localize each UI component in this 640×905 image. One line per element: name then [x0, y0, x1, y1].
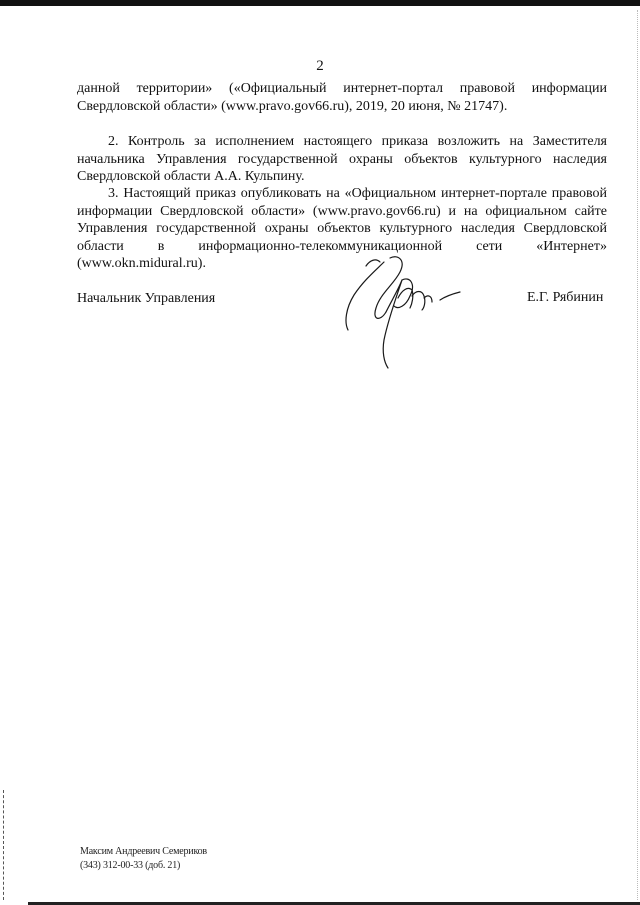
executor-name: Максим Андреевич Семериков	[80, 846, 207, 857]
handwritten-signature	[336, 250, 476, 375]
paragraph-control-clause: 2. Контроль за исполнением настоящего приказа возложить на Заместителя начальника Управления государственной охраны объектов культурного наследия Свердловской области А.А. Кульпину.	[77, 134, 607, 184]
page-number: 2	[316, 58, 324, 74]
signatory-position: Начальник Управления	[77, 291, 216, 306]
signatory-name: Е.Г. Рябинин	[527, 290, 604, 305]
scan-right-edge	[637, 10, 639, 900]
executor-footer	[80, 845, 207, 872]
executor-phone: (343) 312-00-33 (доб. 21)	[80, 859, 181, 871]
paragraph-publication-clause: 3. Настоящий приказ опубликовать на «Официальном интернет-портале правовой информации Свердловской области» (www.pravo.gov66.ru) и на официальном сайте Управления государственной охраны объектов культурного наследия Свердловской области в информационно-телекоммуникационной сети «Интернет» (www.okn.midural.ru).	[77, 186, 607, 271]
scan-top-edge	[0, 0, 640, 6]
scan-left-margin-mark	[3, 790, 5, 900]
paragraph-continuation: данной территории» («Официальный интернет-портал правовой информации Свердловской области» (www.pravo.gov66.ru), 2019, 20 июня, № 21747).	[77, 81, 607, 114]
